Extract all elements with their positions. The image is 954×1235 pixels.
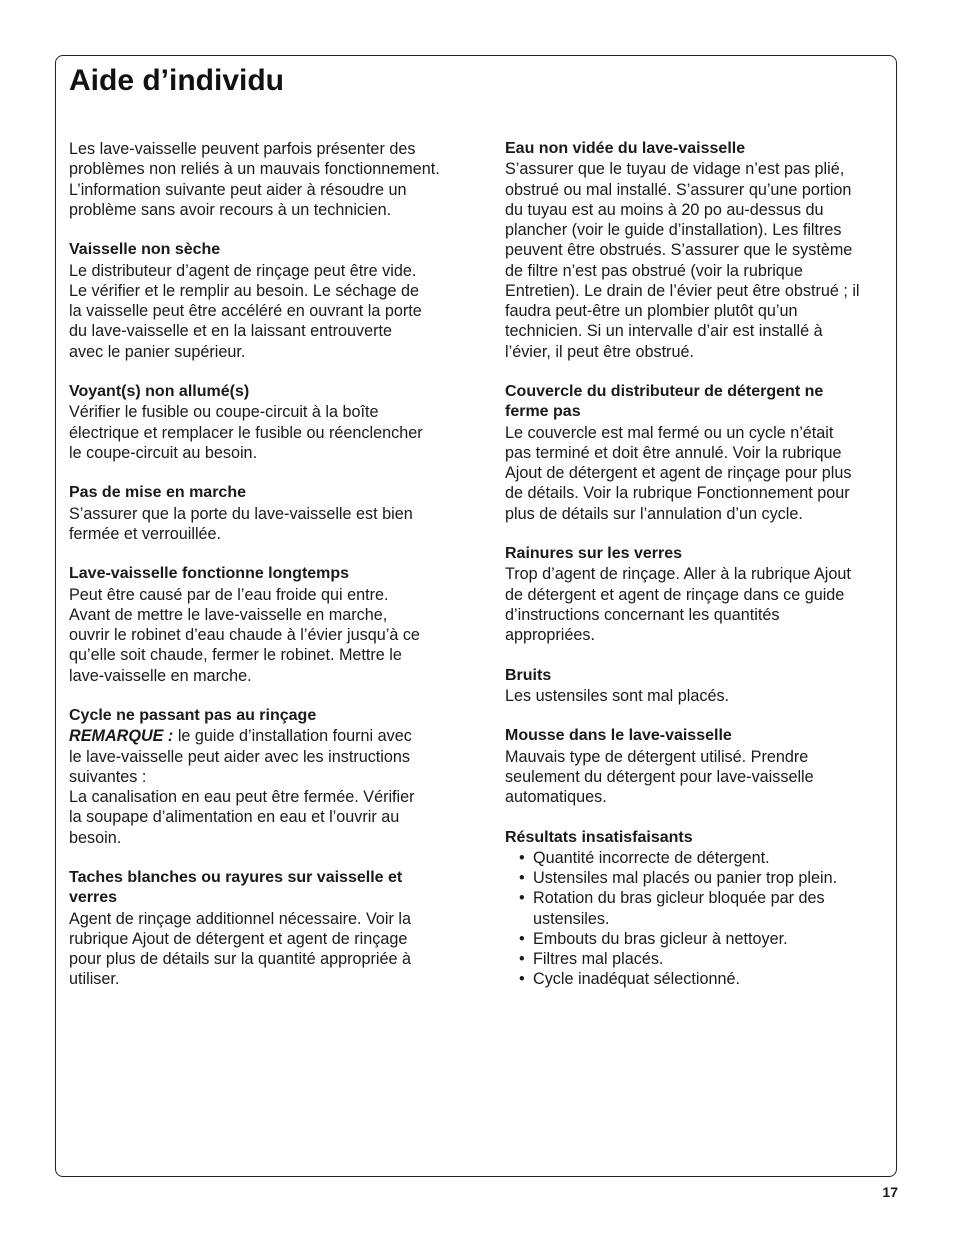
section-text [69, 909, 459, 990]
bullet-item [505, 868, 890, 888]
text-line: qu’elle soit chaude, fermer le robinet. Mettre le [69, 646, 402, 665]
bullet-text: Rotation du bras gicleur bloquée par des [533, 889, 825, 908]
text-line: Trop d’agent de rinçage. Aller à la rubrique Ajout [505, 565, 851, 584]
bullet-icon: • [519, 929, 525, 948]
left-column [69, 139, 459, 1010]
text-line: S’assurer que le tuyau de vidage n’est pas plié, [505, 160, 845, 179]
text-line: Avant de mettre le lave-vaisselle en marche, [69, 605, 388, 624]
text-line: Les ustensiles sont mal placés. [505, 686, 730, 705]
text-line: Le vérifier et le remplir au besoin. Le séchage de [69, 281, 420, 300]
section-heading-line: verres [69, 889, 118, 907]
note-text: le guide d’installation fourni avec [173, 727, 412, 746]
bullet-item [505, 888, 890, 929]
section-heading: Résultats insatisfaisants [505, 828, 693, 846]
section-heading: Bruits [505, 666, 552, 684]
section-text [505, 747, 890, 808]
troubleshoot-section [505, 544, 890, 645]
text-line: suivantes : [69, 767, 147, 786]
text-line: d’instructions concernant les quantités [505, 605, 780, 624]
bullet-icon: • [519, 869, 525, 887]
bullet-text: Cycle inadéquat sélectionné. [533, 970, 740, 989]
text-line: plancher (voir le guide d’installation). Les filtres [505, 221, 842, 239]
section-text [505, 564, 890, 645]
text-line: de détergent et agent de rinçage dans ce guide [505, 585, 845, 604]
text-line: technicien. Si un intervalle d’air est installé à [505, 322, 823, 341]
text-line: Le distributeur d’agent de rinçage peut être vide. [69, 261, 417, 280]
text-line: du lave-vaisselle et en la laissant entrouverte [69, 322, 393, 341]
section-heading: Cycle ne passant pas au rinçage [69, 707, 317, 724]
bullet-icon: • [519, 950, 525, 968]
section-text [505, 423, 890, 524]
text-line: peuvent être obstrués. S’assurer que le système [505, 241, 853, 260]
text-line: appropriées. [505, 626, 595, 644]
troubleshoot-section [69, 868, 459, 990]
text-line: faudra peut-être un plombier plutôt qu’un [505, 302, 798, 320]
section-heading: Eau non vidée du lave-vaisselle [505, 140, 746, 157]
text-line: Entretien). Le drain de l’évier peut être obstrué ; il [505, 281, 860, 300]
section-text [69, 402, 459, 463]
section-heading: Vaisselle non sèche [69, 241, 221, 259]
troubleshoot-section [69, 564, 459, 686]
section-heading [505, 382, 890, 423]
bullet-icon: • [519, 970, 525, 989]
section-text [69, 585, 459, 686]
text-line: le coupe-circuit au besoin. [69, 443, 258, 462]
section-text [69, 261, 459, 362]
troubleshoot-section [505, 139, 890, 362]
text-line: obstrué ou mal installé. S’assurer qu’une portion [505, 180, 852, 199]
section-text [505, 159, 890, 362]
text-line: Mauvais type de détergent utilisé. Prendre [505, 747, 809, 766]
section-heading-line: ferme pas [505, 403, 581, 421]
bullet-text: Quantité incorrecte de détergent. [533, 848, 770, 867]
bullet-text: Filtres mal placés. [533, 950, 664, 968]
troubleshoot-section [505, 666, 890, 707]
text-line: fermée et verrouillée. [69, 524, 222, 543]
text-line: plus de détails sur l’annulation d’un cycle. [505, 504, 803, 523]
troubleshoot-section [69, 240, 459, 362]
text-line: pour plus de détails sur la quantité appropriée à [69, 950, 411, 968]
section-text [505, 686, 890, 706]
section-heading-line: Couvercle du distributeur de détergent ne [505, 383, 824, 400]
text-line: de détails. Voir la rubrique Fonctionnement pour [505, 484, 850, 503]
text-line: Peut être causé par de l’eau froide qui entre. [69, 585, 389, 604]
section-text [69, 504, 459, 545]
page-number: 17 [882, 1184, 898, 1200]
text-line: rubrique Ajout de détergent et agent de rinçage [69, 929, 408, 948]
text-line: Le couvercle est mal fermé ou un cycle n’était [505, 423, 834, 442]
troubleshoot-section [505, 828, 890, 990]
text-line: lave-vaisselle en marche. [69, 666, 252, 685]
section-heading-line: Taches blanches ou rayures sur vaisselle et [69, 869, 403, 886]
troubleshoot-section [69, 382, 459, 463]
text-line: utiliser. [69, 970, 120, 989]
text-line: Ajout de détergent et agent de rinçage pour plus [505, 464, 852, 482]
intro-text: Les lave-vaisselle peuvent parfois présenter des problèmes non reliés à un mauvais fonctionnement. L’information suivante peut aider à résoudre un problème sans avoir recours à un technicien. [69, 140, 440, 219]
troubleshoot-section [505, 726, 890, 807]
troubleshoot-section [505, 382, 890, 524]
bullet-item [505, 929, 890, 949]
bullet-item [505, 848, 890, 868]
section-heading: Rainures sur les verres [505, 545, 682, 562]
text-line: pas terminé et doit être annulé. Voir la rubrique [505, 443, 842, 462]
bullet-list [505, 848, 890, 990]
text-line: électrique et remplacer le fusible ou réenclencher [69, 423, 423, 442]
text-line: l’évier, il peut être obstrué. [505, 342, 694, 361]
section-text [69, 726, 459, 848]
bullet-icon: • [519, 889, 525, 908]
text-line: du tuyau est au moins à 20 po au-dessus du [505, 200, 824, 219]
text-line: ouvrir le robinet d’eau chaude à l’évier jusqu’à ce [69, 626, 420, 644]
bullet-text: ustensiles. [533, 909, 610, 928]
text-line: La canalisation en eau peut être fermée. Vérifier [69, 788, 415, 806]
bullet-text: Ustensiles mal placés ou panier trop plein. [533, 869, 838, 887]
section-heading: Voyant(s) non allumé(s) [69, 383, 250, 400]
text-line: la soupape d’alimentation en eau et l’ouvrir au [69, 808, 400, 827]
note-label: REMARQUE : [69, 727, 174, 746]
bullet-item [505, 969, 890, 989]
text-line: avec le panier supérieur. [69, 342, 246, 361]
section-heading [69, 868, 459, 909]
intro-section [69, 139, 459, 220]
bullet-icon: • [519, 848, 525, 867]
text-line: automatiques. [505, 788, 607, 806]
text-line: besoin. [69, 828, 122, 847]
text-line: Agent de rinçage additionnel nécessaire. Voir la [69, 909, 411, 928]
section-heading: Lave-vaisselle fonctionne longtemps [69, 565, 350, 583]
section-heading: Pas de mise en marche [69, 484, 246, 502]
text-line: de filtre n’est pas obstrué (voir la rubrique [505, 261, 803, 280]
text-line: le lave-vaisselle peut aider avec les instructions [69, 747, 411, 766]
text-line: S’assurer que la porte du lave-vaisselle est bien [69, 504, 413, 523]
troubleshoot-section [69, 706, 459, 848]
page-title: Aide d’individu [69, 64, 284, 97]
section-heading: Mousse dans le lave-vaisselle [505, 727, 732, 745]
text-line: Vérifier le fusible ou coupe-circuit à la boîte [69, 403, 379, 422]
text-line: la vaisselle peut être accéléré en ouvrant la porte [69, 302, 422, 320]
bullet-text: Embouts du bras gicleur à nettoyer. [533, 929, 788, 948]
troubleshoot-section [69, 483, 459, 544]
text-line: seulement du détergent pour lave-vaisselle [505, 767, 814, 786]
bullet-item [505, 949, 890, 969]
right-column [505, 139, 890, 1010]
